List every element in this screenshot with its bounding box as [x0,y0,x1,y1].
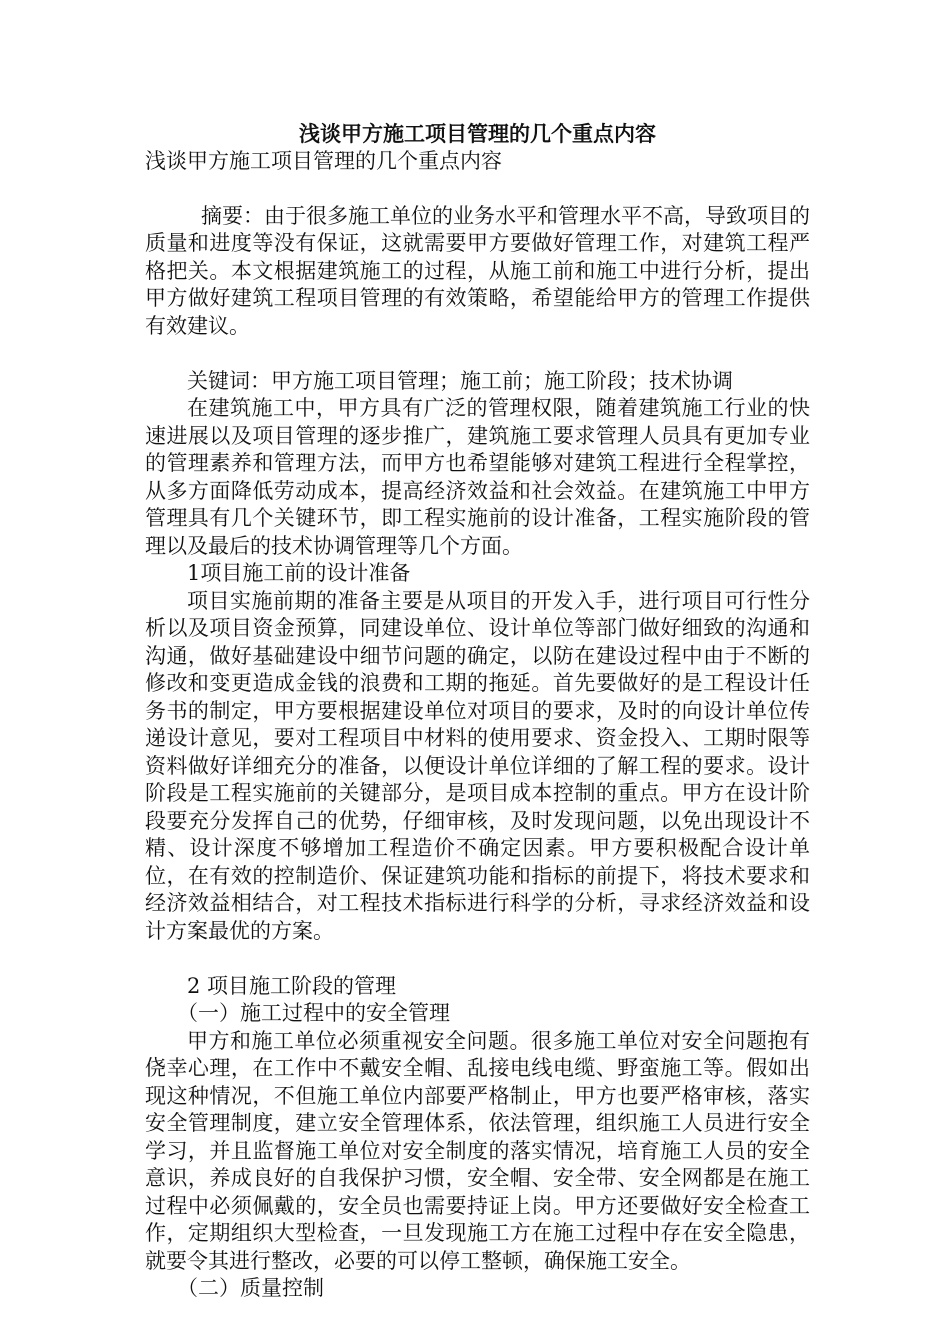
section-2-heading: 2 项目施工阶段的管理 [187,973,397,998]
intro-paragraph: 在建筑施工中，甲方具有广泛的管理权限，随着建筑施工行业的快速进展以及项目管理的逐步推广，建筑施工要求管理人员具有更加专业的管理素养和管理方法，而甲方也希望能够对建筑工程进行全程掌控，从多方面降低劳动成本，提高经济效益和社会效益。在建筑施工中甲方管理具有几个关键环节，即工程实施前的设计准备，工程实施阶段的管理以及最后的技术协调管理等几个方面。 [145,396,810,558]
abstract-paragraph: 摘要：由于很多施工单位的业务水平和管理水平不高，导致项目的质量和进度等没有保证，这就需要甲方要做好管理工作，对建筑工程严格把关。本文根据建筑施工的过程，从施工前和施工中进行分析，提出甲方做好建筑工程项目管理的有效策略，希望能给甲方的管理工作提供有效建议。 [145,203,810,338]
section-1-paragraph: 项目实施前期的准备主要是从项目的开发入手，进行项目可行性分析以及项目资金预算，同建设单位、设计单位等部门做好细致的沟通和沟通，做好基础建设中细节问题的确定，以防在建设过程中由于不断的修改和变更造成金钱的浪费和工期的拖延。首先要做好的是工程设计任务书的制定，甲方要根据建设单位对项目的要求，及时的向设计单位传递设计意见，要对工程项目中材料的使用要求、资金投入、工期时限等资料做好详细充分的准备，以便设计单位详细的了解工程的要求。设计阶段是工程实施前的关键部分，是项目成本控制的重点。甲方在设计阶段要充分发挥自己的优势，仔细审核，及时发现问题，以免出现设计不精、设计深度不够增加工程造价不确定因素。甲方要积极配合设计单位，在有效的控制造价、保证建筑功能和指标的前提下，将技术要求和经济效益相结合，对工程技术指标进行科学的分析，寻求经济效益和设计方案最优的方案。 [145,588,810,943]
document-page [145,120,810,1303]
document-title: 浅谈甲方施工项目管理的几个重点内容 [299,121,656,146]
spacer [145,945,810,973]
keywords-line: 关键词：甲方施工项目管理；施工前；施工阶段；技术协调 [187,368,733,393]
spacer [145,175,810,203]
document-subtitle: 浅谈甲方施工项目管理的几个重点内容 [145,148,502,173]
spacer [145,340,810,368]
safety-paragraph: 甲方和施工单位必须重视安全问题。很多施工单位对安全问题抱有侥幸心理，在工作中不戴安全帽、乱接电线电缆、野蛮施工等。假如出现这种情况，不但施工单位内部要严格制止，甲方也要严格审核，落实安全管理制度，建立安全管理体系，依法管理，组织施工人员进行安全学习，并且监督施工单位对安全制度的落实情况，培育施工人员的安全意识，养成良好的自我保护习惯，安全帽、安全带、安全网都是在施工过程中必须佩戴的，安全员也需要持证上岗。甲方还要做好安全检查工作，定期组织大型检查，一旦发现施工方在施工过程中存在安全隐患，就要令其进行整改，必要的可以停工整顿，确保施工安全。 [145,1028,810,1273]
section-2-subheading-safety: （一）施工过程中的安全管理 [177,1001,450,1025]
section-1-heading: 1项目施工前的设计准备 [187,561,411,585]
section-2-subheading-quality: （二）质量控制 [177,1276,324,1300]
